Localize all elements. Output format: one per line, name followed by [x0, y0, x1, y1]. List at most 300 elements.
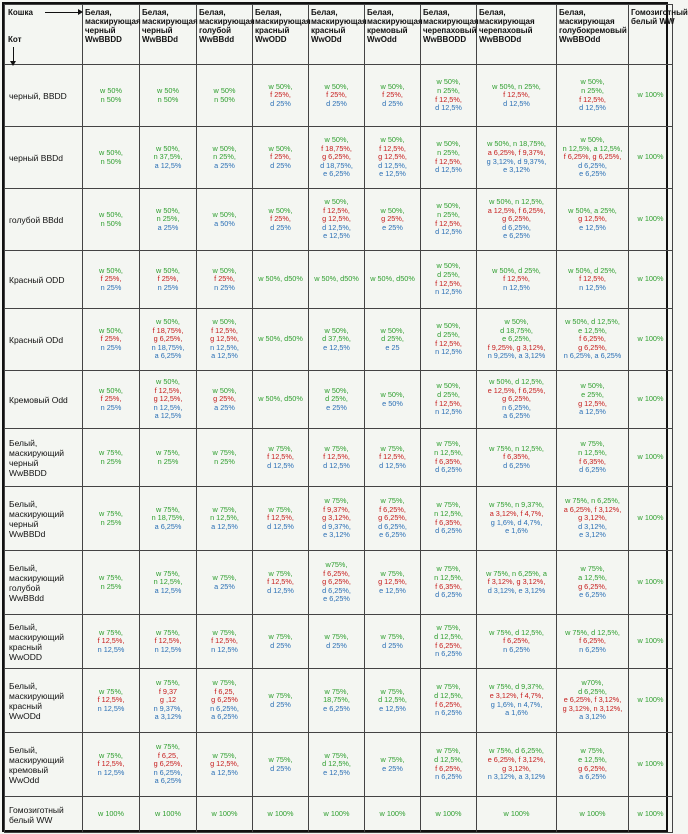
column-header-line: Белая, [311, 8, 338, 17]
offspring-cell [365, 189, 421, 251]
offspring-value: f 25%, [270, 214, 291, 224]
offspring-value: f 12,5%, [323, 205, 350, 215]
offspring-value: w 50%, [212, 143, 237, 153]
offspring-value: w 100% [637, 636, 664, 646]
offspring-value: d 25%, [381, 334, 404, 344]
offspring-value: w 50%, [380, 135, 405, 145]
offspring-value: f 3,12%, g 3,12%, [487, 577, 546, 587]
row-header [5, 429, 83, 487]
offspring-value: w 75%, [156, 742, 180, 752]
column-header-line: WwBBDd [142, 35, 178, 44]
offspring-value: w 50%, [380, 81, 405, 91]
offspring-cell [140, 309, 197, 371]
offspring-cell [309, 733, 365, 797]
offspring-value: w 50%, [436, 261, 461, 271]
offspring-cell [309, 429, 365, 487]
row-header-line: голубой [9, 582, 41, 593]
offspring-value: w 50%, [268, 205, 293, 215]
row-header-line: WwBBdd [9, 592, 44, 603]
column-header-line: черный [142, 26, 173, 35]
column-header-line: WwODd [311, 35, 342, 44]
offspring-value: d 25%, [437, 389, 460, 399]
offspring-cell [140, 429, 197, 487]
offspring-value: w 100% [637, 214, 664, 224]
offspring-value: d 12,5% [267, 460, 294, 470]
offspring-value: a 12,5% [211, 521, 238, 531]
offspring-value: w 50%, [436, 139, 461, 149]
offspring-cell [421, 429, 477, 487]
offspring-cell [309, 189, 365, 251]
offspring-value: g 25%, [381, 214, 404, 224]
offspring-cell [197, 733, 253, 797]
offspring-value: e 3,12%, f 4,7%, [489, 690, 544, 700]
offspring-value: g 6,25%, [578, 342, 607, 352]
offspring-value: w 50%, d 12,5%, [565, 317, 620, 327]
offspring-cell [140, 797, 197, 833]
column-header-line: Белая, [559, 8, 586, 17]
column-header [309, 5, 365, 65]
offspring-value: f 12,5%, [267, 452, 294, 462]
offspring-value: g 12,5%, [210, 759, 239, 769]
offspring-value: w 100% [637, 274, 664, 284]
offspring-value: g 3,12%, [322, 513, 351, 523]
column-header [477, 5, 557, 65]
offspring-value: w 100% [379, 809, 406, 819]
table-row [5, 615, 673, 669]
offspring-value: f 6,25%, [379, 504, 406, 514]
offspring-cell [365, 669, 421, 733]
offspring-value: e 12,5%, [578, 754, 607, 764]
offspring-cell [309, 487, 365, 551]
row-header [5, 797, 83, 833]
offspring-value: w 100% [637, 90, 664, 100]
offspring-value: e 6,25% [323, 703, 350, 713]
offspring-value: w 75%, [580, 439, 605, 449]
offspring-value: d 25%, [325, 394, 348, 404]
offspring-cell [197, 429, 253, 487]
offspring-value: w 75%, [99, 627, 123, 637]
offspring-cell [309, 371, 365, 429]
column-header-line: голубой [199, 26, 232, 35]
offspring-value: n 12,5%, [153, 402, 183, 412]
offspring-value: w 75%, [436, 682, 461, 692]
offspring-value: w 75%, [268, 568, 293, 578]
offspring-value: e 25%, [581, 389, 604, 399]
offspring-value: w 50%, [268, 143, 293, 153]
offspring-cell [309, 309, 365, 371]
offspring-value: w 50%, d50% [258, 394, 303, 404]
offspring-value: w 75%, [324, 496, 349, 506]
offspring-value: w 100% [267, 809, 294, 819]
offspring-value: w 100% [637, 759, 664, 769]
offspring-cell [83, 251, 140, 309]
offspring-value: e 6,25% [579, 169, 606, 179]
offspring-cell [197, 65, 253, 127]
offspring-value: w 50%, [436, 381, 461, 391]
offspring-value: d 25% [270, 160, 291, 170]
column-header-line: маскирующая [367, 17, 423, 26]
offspring-value: g 12,5%, [153, 394, 183, 404]
offspring-value: n 25%, [213, 152, 236, 162]
column-header-line: Белая, [423, 8, 450, 17]
offspring-value: d 9,37%, [322, 521, 351, 531]
offspring-value: n 12,5%, a 12,5%, [562, 143, 623, 153]
offspring-value: d 6,25% [579, 465, 606, 475]
offspring-value: d 12,5% [503, 98, 530, 108]
column-header-line: Белая, [479, 8, 506, 17]
offspring-value: w 50%, d50% [258, 334, 303, 344]
offspring-value: w 50%, [99, 265, 123, 275]
offspring-value: w 75%, [99, 508, 123, 518]
offspring-value: a 12,5% [154, 160, 182, 170]
offspring-cell [365, 65, 421, 127]
offspring-value: a 1,6% [505, 708, 528, 718]
offspring-value: n 25%, [437, 85, 460, 95]
offspring-value: f 25%, [326, 90, 347, 100]
offspring-cell [140, 127, 197, 189]
offspring-value: f 12,5%, [154, 385, 182, 395]
offspring-value: f 6,35%, [435, 517, 462, 527]
offspring-cell [83, 309, 140, 371]
offspring-value: a 6,25% [154, 351, 182, 361]
offspring-value: n 25% [157, 456, 179, 466]
offspring-value: n 25% [100, 402, 122, 412]
offspring-value: n 6,25%, [502, 402, 531, 412]
offspring-value: g 12,5%, [322, 214, 351, 224]
column-header-line: WwOdd [367, 35, 397, 44]
offspring-cell [83, 615, 140, 669]
offspring-value: d 12,5%, [378, 160, 407, 170]
offspring-value: w 100% [637, 452, 664, 462]
offspring-cell [83, 65, 140, 127]
row-header-line: Белый, [9, 744, 38, 755]
offspring-value: w 50%, [324, 385, 349, 395]
offspring-value: d 12,5%, [434, 754, 463, 764]
offspring-value: g 12,5%, [378, 152, 407, 162]
offspring-cell [83, 189, 140, 251]
offspring-value: e 3,12% [323, 530, 350, 540]
offspring-value: f 6,25, [157, 750, 179, 760]
offspring-value: e 25 [385, 342, 400, 352]
offspring-value: d 12,5% [435, 165, 462, 175]
offspring-value: n 25% [157, 282, 179, 292]
offspring-value: w 75%, d 6,25%, [489, 746, 544, 756]
offspring-value: f 12,5%, [267, 577, 294, 587]
column-header-line: Белая, [367, 8, 394, 17]
offspring-value: g 12,5%, [378, 577, 407, 587]
offspring-cell [629, 733, 673, 797]
offspring-cell [309, 127, 365, 189]
offspring-cell [365, 615, 421, 669]
offspring-value: g 3,12%, d 9,37%, [486, 156, 547, 166]
offspring-value: e 12,5% [379, 703, 406, 713]
offspring-cell [83, 371, 140, 429]
offspring-value: w 75%, [212, 750, 237, 760]
offspring-cell [557, 371, 629, 429]
offspring-value: g 1,6%, n 4,7%, [490, 699, 543, 709]
offspring-cell [477, 429, 557, 487]
offspring-value: w 100% [155, 809, 181, 819]
offspring-value: n 50% [157, 94, 179, 104]
offspring-value: n 37,5%, [153, 152, 183, 162]
column-header [197, 5, 253, 65]
offspring-cell [253, 189, 309, 251]
offspring-value: f 6,25%, g 6,25%, [563, 152, 622, 162]
offspring-value: d 18,75%, [500, 325, 533, 335]
row-header-line: Гомозиготный [9, 804, 64, 815]
offspring-value: n 18,75%, [151, 513, 185, 523]
column-header [421, 5, 477, 65]
offspring-value: w 50% [213, 85, 236, 95]
row-header-line: маскирующий [9, 447, 65, 458]
column-header-line: Белая, [142, 8, 169, 17]
offspring-value: w 75%, [212, 504, 237, 514]
offspring-value: n 6,25%, [210, 703, 239, 713]
offspring-value: f 9,37 [158, 686, 178, 696]
offspring-value: n 50% [100, 218, 122, 228]
offspring-cell [557, 127, 629, 189]
offspring-value: e 6,25% [503, 231, 530, 241]
offspring-value: n 18,75%, [151, 342, 185, 352]
offspring-value: n 50% [100, 94, 122, 104]
offspring-cell [557, 551, 629, 615]
offspring-cell [253, 429, 309, 487]
offspring-value: f 18,75%, [152, 325, 184, 335]
offspring-value: w 50%, [156, 265, 180, 275]
offspring-value: w 100% [98, 809, 124, 819]
offspring-cell [197, 189, 253, 251]
offspring-value: e 1,6% [505, 526, 528, 536]
offspring-value: w 50%, [212, 209, 237, 219]
offspring-value: w 75%, [380, 686, 405, 696]
offspring-value: n 12,5%, [434, 508, 463, 518]
offspring-value: n 25% [100, 581, 122, 591]
offspring-value: f 12,5%, [97, 636, 125, 646]
offspring-cell [477, 733, 557, 797]
offspring-value: g 6,25%, [153, 334, 183, 344]
offspring-value: d 25%, [437, 329, 460, 339]
table-body [5, 65, 673, 833]
offspring-value: w 75%, [380, 496, 405, 506]
offspring-value: w 50%, d 25%, [492, 265, 541, 275]
offspring-value: g 3,12%, [578, 513, 607, 523]
offspring-cell [629, 669, 673, 733]
offspring-cell [253, 487, 309, 551]
row-header-line: маскирующий [9, 631, 65, 642]
offspring-cell [309, 669, 365, 733]
corner-cell [5, 5, 83, 65]
row-header-line: Белый, [9, 562, 38, 573]
offspring-cell [365, 733, 421, 797]
column-header-line: маскирующая [479, 17, 535, 26]
offspring-cell [421, 189, 477, 251]
column-header-line: голубокремовый [559, 26, 627, 35]
offspring-cell [83, 429, 140, 487]
offspring-value: d 12,5%, [434, 631, 463, 641]
offspring-value: g 6,25% [211, 695, 238, 705]
offspring-value: w 50%, [324, 81, 349, 91]
offspring-cell [140, 65, 197, 127]
offspring-value: w 50%, d50% [258, 274, 303, 284]
offspring-cell [83, 669, 140, 733]
offspring-cell [309, 251, 365, 309]
offspring-cell [197, 309, 253, 371]
column-header-line: Белая, [199, 8, 226, 17]
offspring-value: a 12,5%, [578, 572, 607, 582]
offspring-value: a 3,12% [579, 712, 606, 722]
offspring-value: a 6,25%, f 9,37%, [487, 147, 546, 157]
offspring-value: d 25% [326, 640, 347, 650]
offspring-value: w 75%, [324, 750, 349, 760]
offspring-value: w 50%, d50% [314, 274, 359, 284]
offspring-value: g 6,25%, [502, 394, 531, 404]
row-header-line: Белый, [9, 621, 38, 632]
offspring-value: n 25% [214, 282, 235, 292]
offspring-value: g 12,5%, [578, 398, 607, 408]
offspring-cell [421, 797, 477, 833]
offspring-value: g 6,25%, [322, 152, 351, 162]
row-header-line: WwBBDD [9, 467, 47, 478]
offspring-value: n 12,5% [211, 644, 238, 654]
offspring-value: n 12,5% [435, 287, 462, 297]
row-header-line: черный [9, 518, 39, 529]
column-header-line: WwBBDD [85, 35, 122, 44]
offspring-cell [365, 309, 421, 371]
offspring-value: a 25% [214, 581, 235, 591]
offspring-value: w 100% [637, 394, 664, 404]
offspring-value: n 12,5% [97, 767, 125, 777]
table-row [5, 733, 673, 797]
offspring-value: w 50% [100, 85, 122, 95]
offspring-value: w 75%, [268, 631, 293, 641]
offspring-value: w 50%, [156, 205, 180, 215]
offspring-cell [421, 309, 477, 371]
offspring-value: f 12,5%, [323, 452, 350, 462]
offspring-value: w 50%, [436, 321, 461, 331]
row-header [5, 309, 83, 371]
offspring-value: w 100% [637, 577, 664, 587]
offspring-value: d 12,5%, [378, 695, 407, 705]
offspring-value: n 25%, [581, 85, 604, 95]
column-header-line: красный [255, 26, 290, 35]
offspring-value: n 3,12%, a 3,12% [487, 772, 546, 782]
offspring-value: w 100% [579, 809, 606, 819]
offspring-value: f 12,5%, [97, 759, 125, 769]
offspring-value: w 100% [503, 809, 530, 819]
offspring-value: w 50%, [580, 135, 605, 145]
column-header-line: красный [311, 26, 346, 35]
offspring-value: e 6,25%, f 3,12%, [563, 695, 622, 705]
offspring-value: d 25% [270, 699, 291, 709]
offspring-value: w 100% [435, 809, 462, 819]
offspring-cell [477, 251, 557, 309]
column-header-line: белый WW [631, 17, 675, 26]
offspring-value: w 75%, [99, 447, 123, 457]
offspring-cell [477, 797, 557, 833]
offspring-value: g ,12 [159, 695, 177, 705]
offspring-value: w 75%, [156, 504, 180, 514]
offspring-value: w 50%, [436, 201, 461, 211]
row-header-line: Красный ODD [9, 274, 65, 285]
offspring-value: n 25% [214, 456, 235, 466]
offspring-cell [421, 127, 477, 189]
offspring-cell [421, 551, 477, 615]
offspring-value: f 6,25%, [503, 636, 530, 646]
row-header-line: WwODD [9, 651, 43, 662]
offspring-value: a 6,25% [211, 712, 238, 722]
column-header-line: WwBBOdd [559, 35, 601, 44]
offspring-cell [629, 189, 673, 251]
genetics-table-sheet [2, 2, 688, 832]
offspring-value: d 12,5%, [434, 690, 463, 700]
offspring-value: a 12,5% [579, 407, 606, 417]
offspring-value: w 50%, [436, 77, 461, 87]
offspring-value: g 3,12%, n 3,12%, [562, 703, 623, 713]
row-header-line: WwBBDd [9, 528, 46, 539]
offspring-value: n 12,5%, [434, 572, 463, 582]
offspring-cell [629, 797, 673, 833]
row-header [5, 127, 83, 189]
offspring-cell [140, 733, 197, 797]
offspring-value: w 75%, [324, 686, 349, 696]
offspring-cell [421, 371, 477, 429]
column-header [557, 5, 629, 65]
offspring-value: e 12,5% [579, 222, 606, 232]
offspring-value: g 1,6%, d 4,7%, [490, 517, 543, 527]
offspring-value: w 50%, [156, 377, 180, 387]
offspring-value: w 75%, [212, 627, 237, 637]
offspring-cell [253, 309, 309, 371]
offspring-value: n 25% [100, 282, 122, 292]
offspring-value: d 25% [270, 98, 291, 108]
offspring-cell [197, 797, 253, 833]
offspring-value: w 50%, [99, 147, 123, 157]
column-header [365, 5, 421, 65]
column-header [629, 5, 688, 65]
offspring-value: f 6,35%, [435, 581, 462, 591]
offspring-value: d 12,5%, [322, 222, 351, 232]
row-header [5, 487, 83, 551]
offspring-value: w 50%, [324, 325, 349, 335]
offspring-value: w 75%, [436, 564, 461, 574]
row-header-line: Белый, [9, 437, 38, 448]
offspring-value: a 12,5% [211, 767, 238, 777]
offspring-value: g 12,5%, [210, 334, 239, 344]
offspring-value: w 75%, [156, 627, 180, 637]
offspring-cell [629, 127, 673, 189]
offspring-value: f 12,5%, [435, 156, 462, 166]
offspring-cell [140, 615, 197, 669]
offspring-value: d 25% [326, 98, 347, 108]
offspring-value: n 25%, [437, 147, 460, 157]
offspring-value: w 100% [323, 809, 350, 819]
offspring-value: w 100% [637, 513, 664, 523]
tom-axis-label: Кот [8, 35, 22, 44]
offspring-value: g 6,25%, [578, 581, 607, 591]
offspring-cell [365, 551, 421, 615]
offspring-value: e 3,12% [579, 530, 606, 540]
offspring-value: 18,75%, [323, 695, 350, 705]
offspring-value: e 6,25% [323, 594, 350, 604]
offspring-cell [421, 669, 477, 733]
offspring-value: f 12,5%, [503, 90, 530, 100]
offspring-cell [309, 615, 365, 669]
offspring-value: d 6,25%, [322, 585, 351, 595]
row-header-line: красный [9, 700, 42, 711]
offspring-value: a 6,25% [579, 772, 606, 782]
offspring-value: d 12,5% [267, 585, 294, 595]
offspring-value: d 25% [270, 222, 291, 232]
